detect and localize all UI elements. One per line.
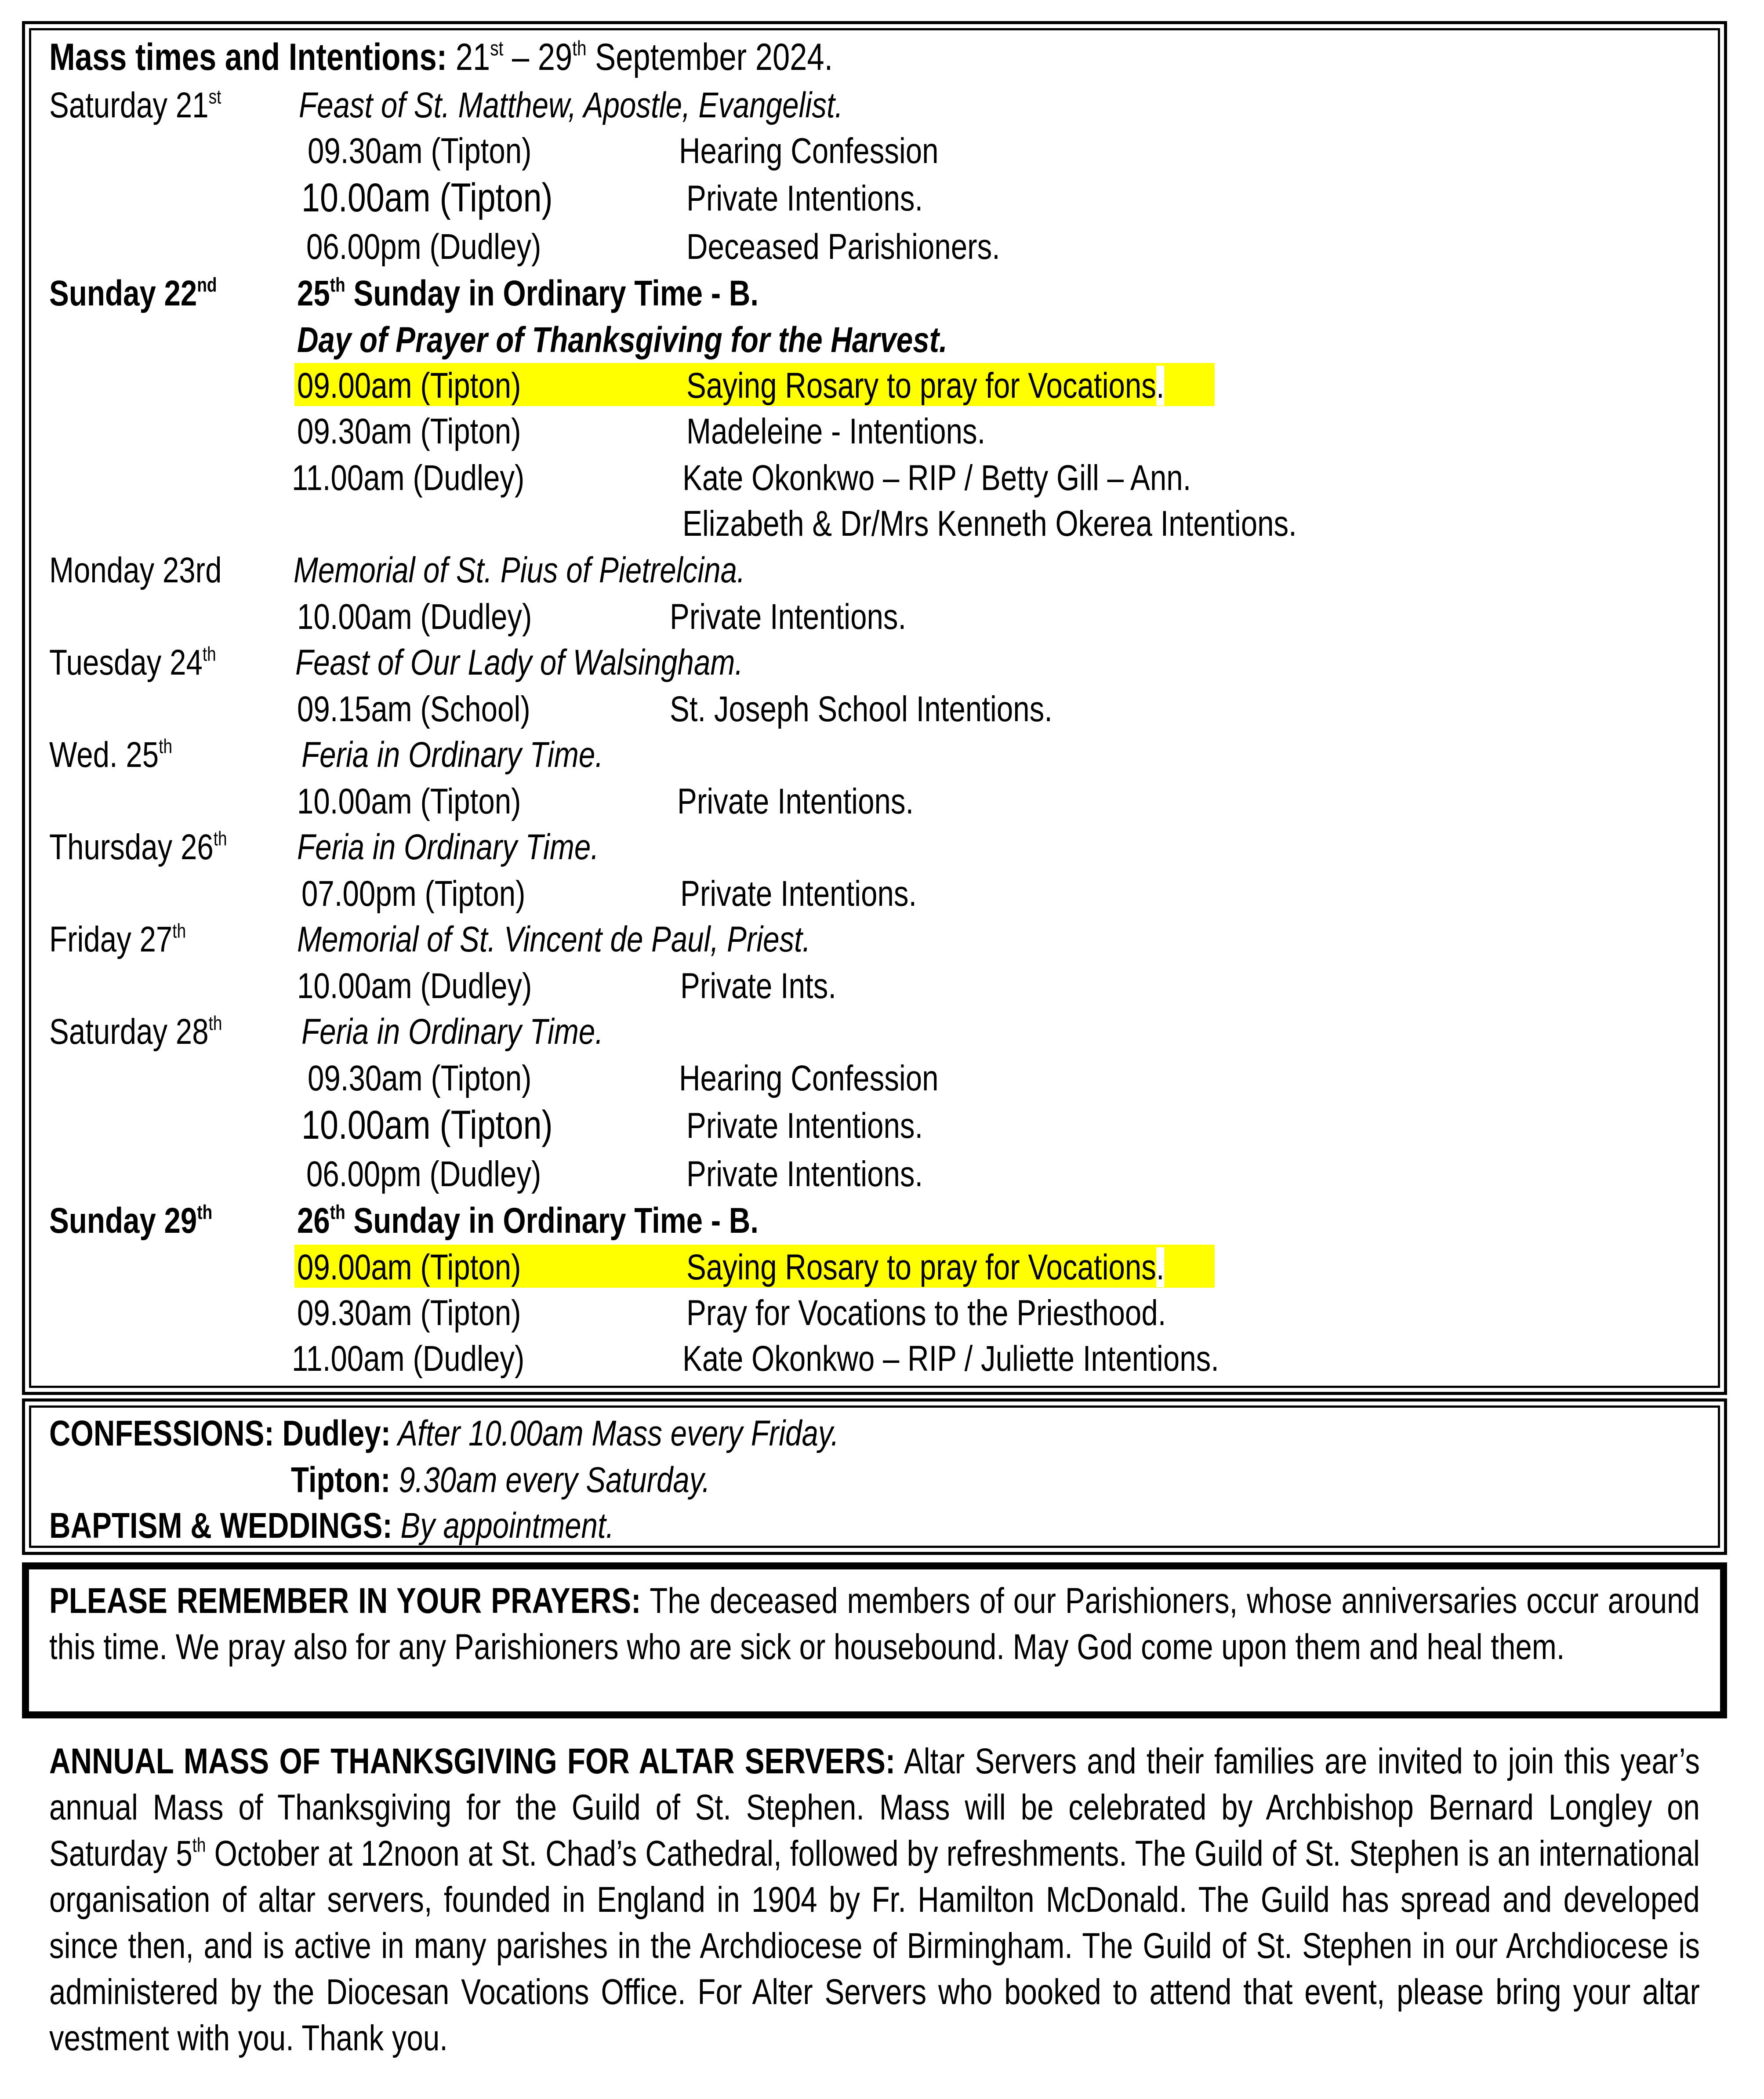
time-sun29-2: 09.30am (Tipton) (297, 1293, 521, 1333)
mass-times-heading-label: Mass times and Intentions: (49, 36, 447, 78)
altar-servers-label: ANNUAL MASS OF THANKSGIVING FOR ALTAR SERVERS: (49, 1741, 896, 1781)
dudley-text: After 10.00am Mass every Friday. (391, 1413, 839, 1453)
day-label-sun22 (49, 271, 254, 316)
feast-rest: Sunday in Ordinary Time - B. (345, 273, 759, 313)
day-sup: th (202, 643, 216, 665)
feast-rest: Sunday in Ordinary Time - B. (345, 1201, 759, 1241)
feast-sat21: Feast of St. Matthew, Apostle, Evangelist. (299, 85, 843, 125)
feast-sun29 (297, 1198, 860, 1244)
feast-sun22 (297, 271, 860, 316)
intention-tue24-1: St. Joseph School Intentions. (670, 689, 1053, 729)
time-fri27-1: 10.00am (Dudley) (297, 966, 532, 1006)
time-sun22-1: 09.00am (Tipton) (297, 366, 521, 406)
prayers-label: PLEASE REMEMBER IN YOUR PRAYERS: (49, 1581, 641, 1621)
intention-sun29-3: Kate Okonkwo – RIP / Juliette Intentions. (682, 1339, 1219, 1379)
intention-sun22-3: Kate Okonkwo – RIP / Betty Gill – Ann. (682, 458, 1191, 498)
mass-times-heading (49, 34, 1005, 81)
dudley-label: Dudley: (274, 1413, 391, 1453)
altar-servers-paragraph (49, 1738, 1700, 2061)
intention-sat21-3: Deceased Parishioners. (686, 227, 1000, 267)
intention-sat28-1: Hearing Confession (679, 1058, 939, 1098)
altar-servers-text-2: October at 12noon at St. Chad’s Cathedral, followed by refreshments. The Guild of St. Stephen is an international organisation of altar servers, founded in England in 1904 by Fr. Hamilton McDonald. The Guild has spread and developed since then, and is active in many parishes in the Archdiocese of Birmingham. The Guild of St. Stephen in our Archdiocese is administered by the Diocesan Vocations Office. For Alter Servers who booked to attend that event, please bring your altar vestment with you. Thank you. (49, 1834, 1700, 2058)
tipton-text: 9.30am every Saturday. (390, 1460, 711, 1500)
intention-sat21-2: Private Intentions. (686, 178, 923, 218)
day-sup: th (208, 1012, 222, 1035)
time-sun29-3: 11.00am (Dudley) (292, 1339, 525, 1379)
time-thu26-1: 07.00pm (Tipton) (301, 874, 526, 914)
tipton-label: Tipton: (291, 1460, 391, 1500)
time-sat28-1: 09.30am (Tipton) (308, 1058, 532, 1098)
intention-text: Saying Rosary to pray for Vocations (686, 366, 1156, 406)
baptism-label: BAPTISM & WEDDINGS: (49, 1506, 392, 1546)
time-wed25-1: 10.00am (Tipton) (297, 781, 521, 821)
time-sat21-2: 10.00am (Tipton) (301, 175, 553, 220)
feast-wed25: Feria in Ordinary Time. (301, 735, 603, 775)
intention-sat28-3: Private Intentions. (686, 1154, 923, 1194)
day-label-thu26 (49, 824, 266, 870)
day-label-sun29 (49, 1198, 248, 1244)
time-tue24-1: 09.15am (School) (297, 689, 530, 729)
intention-mon23-1: Private Intentions. (670, 597, 907, 637)
baptism-text: By appointment. (392, 1506, 614, 1546)
feast-sup: th (330, 1201, 345, 1224)
heading-date-start: 21 (447, 36, 490, 78)
day-label-wed25 (49, 732, 200, 778)
heading-sup-st: st (490, 36, 504, 60)
feast-mon23: Memorial of St. Pius of Pietrelcina. (294, 550, 745, 590)
intention-text: Saying Rosary to pray for Vocations (686, 1247, 1156, 1287)
confessions-dudley-line (49, 1411, 1013, 1456)
day-label-fri27 (49, 917, 216, 962)
day-sup: th (172, 919, 186, 942)
feast-tue24: Feast of Our Lady of Walsingham. (295, 643, 744, 683)
day-sup: th (213, 827, 227, 850)
baptism-weddings-line (49, 1503, 738, 1549)
day-label-tue24 (49, 640, 253, 686)
prayers-text: The deceased members of our Parishioners, whose anniversaries occur around this time. We pray also for any Parishioners who are sick or housebound. May God come upon them and heal them. (49, 1581, 1700, 1667)
feast2-sun22: Day of Prayer of Thanksgiving for the Harvest. (297, 320, 947, 360)
feast-sat28: Feria in Ordinary Time. (301, 1012, 603, 1052)
day-text: Friday 27 (49, 919, 173, 959)
heading-sup-th: th (572, 36, 587, 60)
intention-sun22-4: Elizabeth & Dr/Mrs Kenneth Okerea Intentions. (682, 504, 1297, 544)
feast-num: 25 (297, 273, 330, 313)
intention-sat21-1: Hearing Confession (679, 131, 939, 171)
intention-sun29-2: Pray for Vocations to the Priesthood. (686, 1293, 1166, 1333)
day-sup: th (159, 735, 173, 758)
day-text: Saturday 28 (49, 1012, 209, 1052)
day-sup: th (197, 1201, 213, 1224)
day-text: Tuesday 24 (49, 643, 203, 683)
day-sup: nd (197, 273, 217, 296)
intention-sun22-2: Madeleine - Intentions. (686, 411, 986, 451)
time-sun22-2: 09.30am (Tipton) (297, 411, 521, 451)
intention-sun22-1 (686, 363, 1269, 409)
time-sun29-1: 09.00am (Tipton) (297, 1247, 521, 1287)
prayers-paragraph (49, 1578, 1700, 1670)
day-text: Sunday 29 (49, 1201, 197, 1241)
time-sat28-3: 06.00pm (Dudley) (306, 1154, 541, 1194)
intention-period: . (1156, 366, 1165, 406)
feast-sup: th (330, 273, 345, 296)
feast-num: 26 (297, 1201, 330, 1241)
time-sun22-3: 11.00am (Dudley) (292, 458, 525, 498)
time-mon23-1: 10.00am (Dudley) (297, 597, 532, 637)
intention-wed25-1: Private Intentions. (677, 781, 914, 821)
altar-servers-sup: th (192, 1834, 206, 1856)
time-sat21-1: 09.30am (Tipton) (308, 131, 532, 171)
confessions-tipton-line (291, 1457, 802, 1503)
intention-sun29-1 (686, 1245, 1269, 1290)
day-text: Wed. 25 (49, 735, 159, 775)
intention-fri27-1: Private Ints. (680, 966, 837, 1006)
day-label-mon23: Monday 23rd (49, 550, 222, 590)
heading-date-end: September 2024. (586, 36, 833, 78)
day-label-sat21 (49, 83, 259, 128)
intention-thu26-1: Private Intentions. (680, 874, 917, 914)
day-text: Thursday 26 (49, 827, 214, 867)
intention-period: . (1156, 1247, 1165, 1287)
day-sup: st (208, 85, 221, 108)
day-text: Sunday 22 (49, 273, 197, 313)
intention-sat28-2: Private Intentions. (686, 1106, 923, 1146)
day-text: Saturday 21 (49, 85, 209, 125)
time-sat21-3: 06.00pm (Dudley) (306, 227, 541, 267)
heading-date-mid: – 29 (503, 36, 573, 78)
time-sat28-2: 10.00am (Tipton) (301, 1103, 553, 1148)
feast-thu26: Feria in Ordinary Time. (297, 827, 599, 867)
day-label-sat28 (49, 1009, 260, 1055)
altar-servers-text-1: Altar Servers and their families are invited to join this year’s annual Mass of Thanksgiving for the Guild of St. Stephen. Mass will be celebrated by Archbishop Bernard Longley on Saturday 5 (49, 1741, 1700, 1874)
feast-fri27: Memorial of St. Vincent de Paul, Priest. (297, 919, 811, 959)
confessions-label: CONFESSIONS: (49, 1413, 274, 1453)
